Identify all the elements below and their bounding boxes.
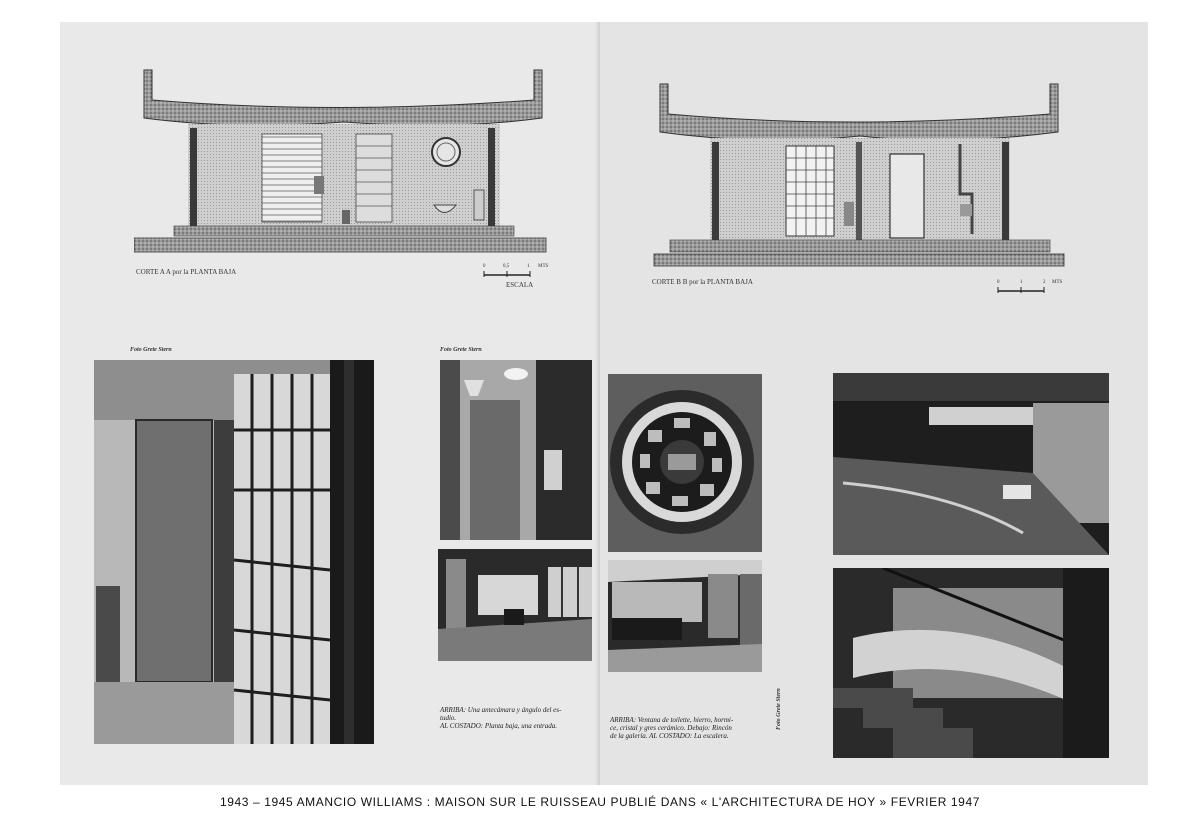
photo-credit-vertical: Foto Grete Stern [776,688,782,730]
scale-bb-unit: MTS [1052,280,1063,285]
right-caption [610,716,733,740]
scale-bb-tick-2: 2 [1043,280,1046,285]
scale-tick-1: 0,5 [503,264,510,269]
scale-unit: MTS [538,264,549,269]
photo-credit-2: Foto Grete Stern [440,347,482,353]
scale-bar-aa [482,268,542,278]
left-caption-line-2: tudio. [440,714,457,722]
right-caption-line-1: ARRIBA: Ventana de toilette, hierro, hormi- [610,716,734,724]
scale-label: ESCALA [506,281,534,289]
scale-bb-tick-0: 0 [997,280,1000,285]
left-caption-line-3: AL COSTADO: Planta baja, una entrada. [440,722,557,730]
section-bb-title: CORTE B B por la PLANTA BAJA [652,278,753,286]
right-caption-line-2: ce, cristal y gres cerámico. Debajo: Rincón [610,724,732,732]
left-caption [440,706,561,730]
photo-staircase [833,568,1109,758]
photo-credit-1: Foto Grete Stern [130,347,172,353]
section-drawing-bb [650,74,1070,270]
photo-exterior-view [833,373,1109,555]
photo-gallery-corner [608,560,762,672]
magazine-spread [60,22,1148,785]
scale-tick-0: 0 [483,264,486,269]
right-page [600,22,1148,785]
right-caption-line-3: de la galería. AL COSTADO: La escalera. [610,732,729,740]
scale-bar-bb [996,284,1056,294]
left-page [60,22,600,785]
scale-tick-2: 1 [527,264,530,269]
photo-antechamber [440,360,592,540]
scale-bb-tick-1: 1 [1020,280,1023,285]
footer-caption: 1943 – 1945 AMANCIO WILLIAMS : MAISON SUR LE RUISSEAU PUBLIÉ DANS « L'ARCHITECTURA DE HOY » FEVRIER 1947 [219,795,981,809]
left-caption-line-1: ARRIBA: Una antecámara y ángulo del es- [440,706,562,714]
section-aa-title: CORTE A A por la PLANTA BAJA [136,268,237,276]
photo-round-window [608,374,762,552]
section-drawing-aa [134,60,554,256]
photo-corridor-door [94,360,374,744]
photo-ground-floor [438,549,592,661]
